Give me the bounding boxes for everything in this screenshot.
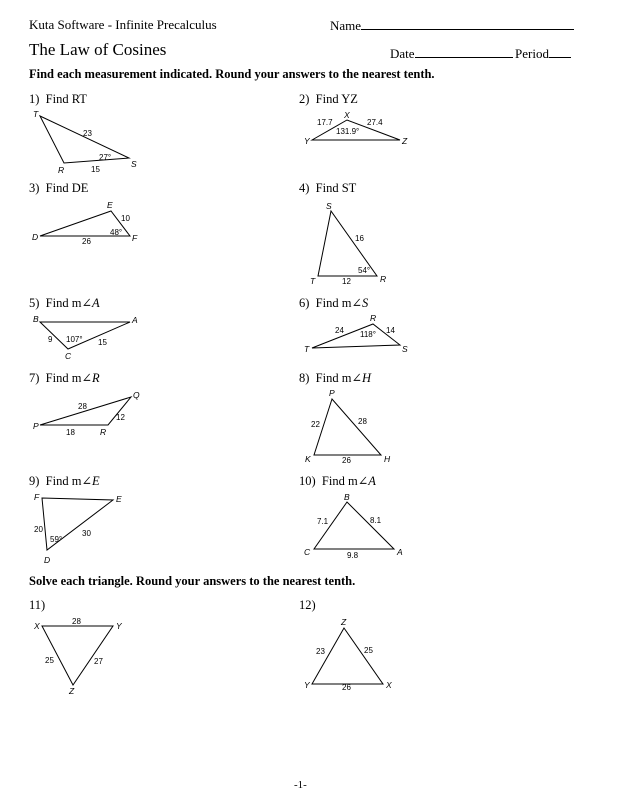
angle-label: 54°	[358, 266, 371, 275]
date-label: Date	[390, 46, 415, 61]
period-field[interactable]	[515, 45, 571, 62]
problem-11-label: 11)	[29, 598, 46, 612]
angle-label: 118°	[360, 330, 376, 339]
problem-5-figure	[30, 312, 150, 367]
problem-3-figure	[30, 198, 145, 248]
vertex-label: R	[100, 427, 107, 437]
vertex-label: T	[310, 276, 316, 286]
vertex-label: S	[131, 159, 137, 169]
side-label: 27	[94, 657, 103, 666]
vertex-label: A	[397, 547, 403, 557]
vertex-label: P	[329, 388, 335, 398]
angle-label: 131.9°	[336, 127, 360, 136]
problem-1-label: 1) Find RT	[29, 92, 87, 106]
vertex-label: E	[116, 494, 122, 504]
vertex-label: C	[304, 547, 311, 557]
problem-7-figure	[30, 388, 150, 443]
vertex-label: Q	[133, 390, 140, 400]
side-label: 18	[66, 428, 75, 437]
page-title: The Law of Cosines	[29, 40, 167, 59]
side-label: 17.7	[317, 118, 333, 127]
side-label: 28	[78, 402, 87, 411]
side-label: 16	[355, 234, 364, 243]
vertex-label: E	[107, 200, 113, 210]
side-label: 12	[342, 277, 351, 286]
vertex-label: Z	[69, 686, 75, 696]
side-label: 30	[82, 529, 91, 538]
vertex-label: X	[34, 621, 40, 631]
name-label: Name	[330, 18, 362, 33]
problem-7-label: 7) Find m∠R	[29, 371, 100, 385]
vertex-label: C	[65, 351, 72, 361]
instructions-part1: Find each measurement indicated. Round your answers to the nearest tenth.	[29, 67, 435, 81]
vertex-label: Z	[402, 136, 408, 146]
vertex-label: D	[44, 555, 51, 565]
side-label: 26	[82, 237, 91, 246]
vertex-label: X	[386, 680, 392, 690]
vertex-label: H	[384, 454, 391, 464]
vertex-label: P	[33, 421, 39, 431]
triangle	[40, 322, 130, 349]
side-label: 25	[364, 646, 373, 655]
vertex-label: T	[304, 344, 310, 354]
vertex-label: Y	[304, 136, 310, 146]
side-label: 25	[45, 656, 54, 665]
vertex-label: S	[402, 344, 408, 354]
triangle	[40, 116, 129, 163]
side-label: 8.1	[370, 516, 382, 525]
vertex-label: R	[380, 274, 387, 284]
side-label: 28	[358, 417, 367, 426]
side-label: 12	[116, 413, 125, 422]
vertex-label: A	[132, 315, 138, 325]
side-label: 15	[91, 165, 100, 174]
date-blank[interactable]	[415, 45, 513, 58]
vertex-label: R	[58, 165, 65, 175]
vertex-label: S	[326, 201, 332, 211]
vertex-label: Y	[116, 621, 122, 631]
vertex-label: K	[305, 454, 311, 464]
vertex-label: R	[370, 313, 377, 323]
problem-11-figure	[30, 614, 135, 699]
angle-label: 27°	[99, 153, 112, 162]
problem-10-figure	[300, 490, 410, 565]
side-label: 9.8	[347, 551, 359, 560]
instructions-part2: Solve each triangle. Round your answers to the nearest tenth.	[29, 574, 356, 588]
problem-8-figure	[300, 386, 400, 471]
problem-5-label: 5) Find m∠A	[29, 296, 100, 310]
side-label: 28	[72, 617, 81, 626]
problem-1-figure	[30, 108, 140, 178]
side-label: 10	[121, 214, 130, 223]
side-label: 26	[342, 456, 351, 465]
vertex-label: Y	[304, 680, 310, 690]
vertex-label: B	[33, 314, 39, 324]
problem-8-label: 8) Find m∠H	[299, 371, 371, 385]
problem-6-figure	[300, 310, 415, 360]
name-blank[interactable]	[361, 17, 574, 30]
page-number: -1-	[294, 779, 307, 791]
triangle	[314, 399, 381, 455]
problem-4-label: 4) Find ST	[299, 181, 357, 195]
vertex-label: X	[344, 110, 350, 120]
software-name: Kuta Software - Infinite Precalculus	[29, 17, 217, 32]
side-label: 26	[342, 683, 351, 692]
vertex-label: F	[34, 492, 40, 502]
vertex-label: D	[32, 232, 39, 242]
problem-2-label: 2) Find YZ	[299, 92, 358, 106]
problem-9-label: 9) Find m∠E	[29, 474, 100, 488]
side-label: 20	[34, 525, 43, 534]
problem-3-label: 3) Find DE	[29, 181, 89, 195]
angle-label: 59°	[50, 535, 63, 544]
problem-10-label: 10) Find m∠A	[299, 474, 376, 488]
problem-2-figure	[300, 108, 415, 153]
vertex-label: B	[344, 492, 350, 502]
side-label: 23	[316, 647, 325, 656]
problem-9-figure	[30, 490, 135, 570]
side-label: 9	[48, 335, 53, 344]
side-label: 27.4	[367, 118, 383, 127]
side-label: 24	[335, 326, 344, 335]
vertex-label: F	[132, 233, 138, 243]
problem-6-label: 6) Find m∠S	[299, 296, 369, 310]
side-label: 22	[311, 420, 320, 429]
angle-label: 107°	[66, 335, 83, 344]
vertex-label: T	[33, 109, 39, 119]
problem-12-label: 12)	[299, 598, 316, 612]
date-field[interactable]	[390, 45, 513, 62]
period-label: Period	[515, 46, 549, 61]
angle-label: 48°	[110, 228, 123, 237]
name-field[interactable]	[330, 17, 574, 34]
triangle	[312, 628, 383, 684]
side-label: 14	[386, 326, 395, 335]
side-label: 15	[98, 338, 107, 347]
problem-12-figure	[300, 614, 400, 699]
period-blank[interactable]	[549, 45, 571, 58]
side-label: 7.1	[317, 517, 329, 526]
vertex-label: Z	[341, 617, 347, 627]
side-label: 23	[83, 129, 92, 138]
problem-4-figure	[300, 198, 395, 293]
